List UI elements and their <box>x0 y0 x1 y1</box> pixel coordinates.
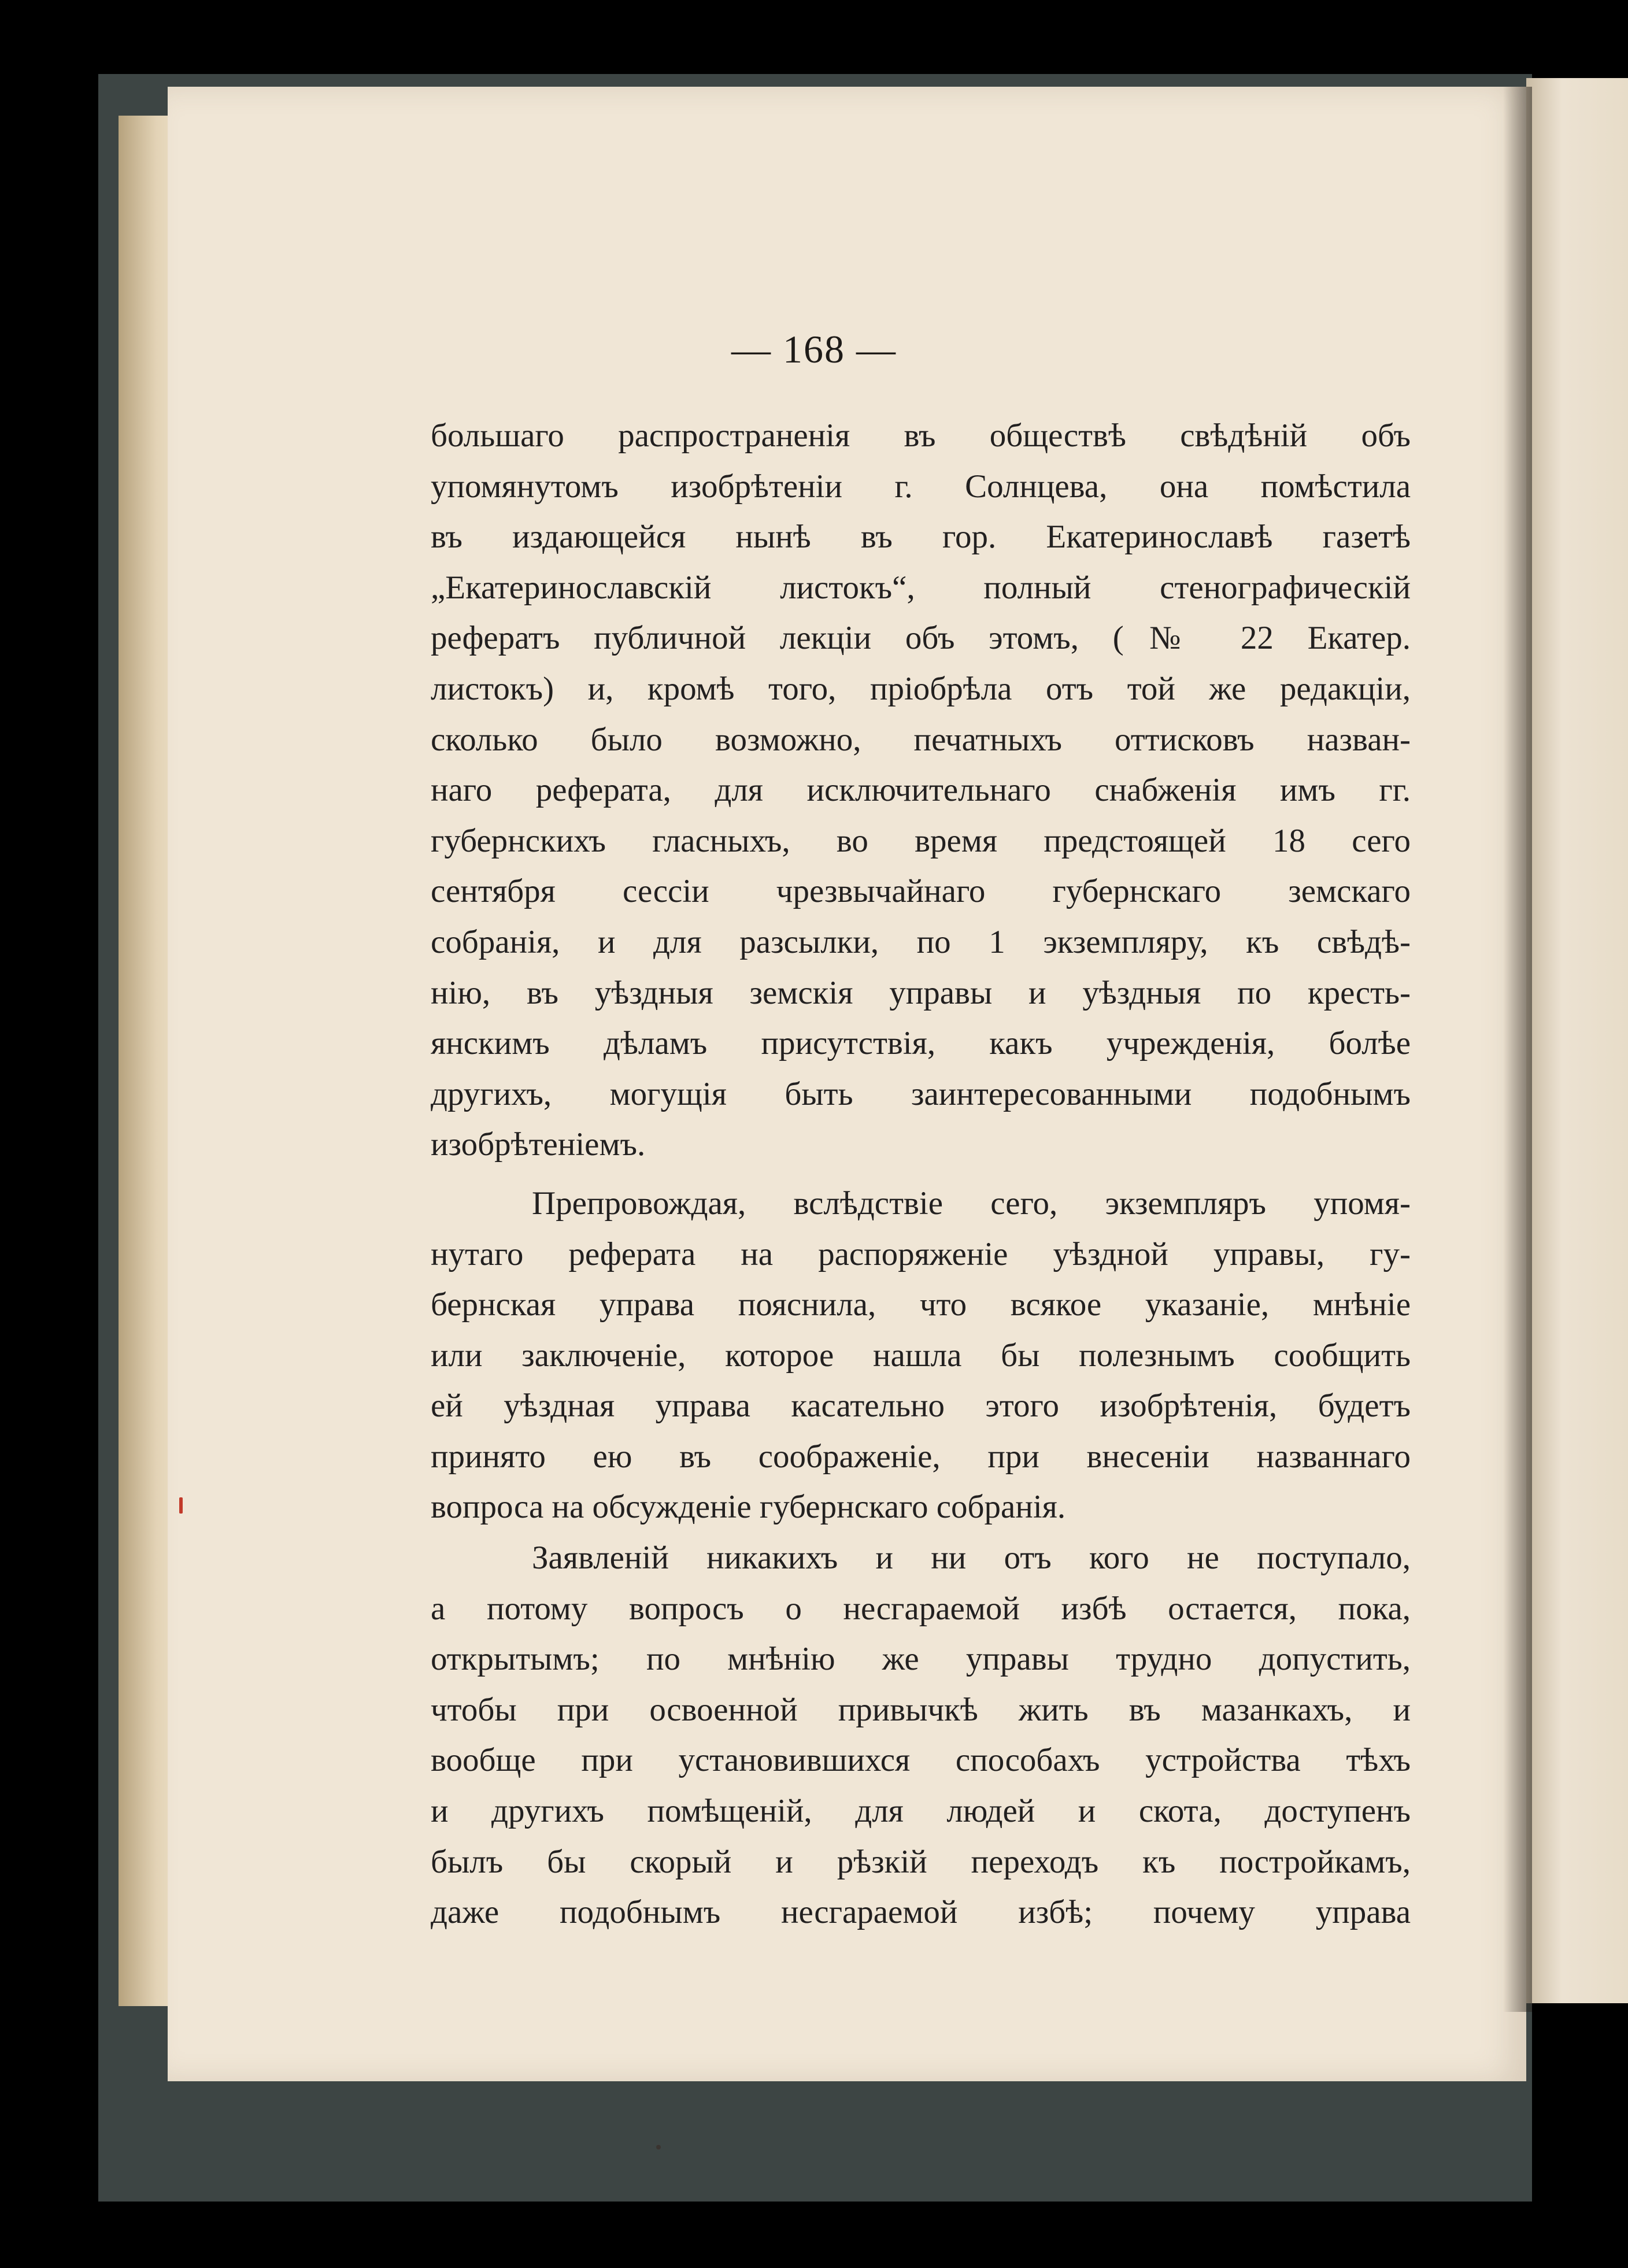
text-line: большаго распространенія въ обществѣ свѣдѣній объ <box>431 417 1411 454</box>
paper-speck <box>656 2145 661 2149</box>
page-gutter-shadow <box>1503 87 1532 2012</box>
text-line: а потому вопросъ о несгараемой избѣ остается, пока, <box>431 1590 1411 1627</box>
text-line: въ издающейся нынѣ въ гор. Екатеринославѣ газетѣ <box>431 519 1411 556</box>
text-line: рефератъ публичной лекціи объ этомъ, (№ 22 Екатер. <box>431 620 1411 657</box>
text-line: сколько было возможно, печатныхъ оттисковъ назван- <box>431 721 1411 758</box>
text-line: принято ею въ соображеніе, при внесеніи названнаго <box>431 1438 1411 1475</box>
text-line: вообще при установившихся способахъ устройства тѣхъ <box>431 1742 1411 1779</box>
text-line: изобрѣтеніемъ. <box>431 1126 646 1163</box>
paragraph <box>431 1178 1411 1533</box>
margin-pencil-mark <box>179 1497 183 1514</box>
text-line: „Екатеринославскій листокъ“, полный стенографическій <box>431 569 1411 606</box>
text-line: сентября сессіи чрезвычайнаго губернскаго земскаго <box>431 873 1411 910</box>
text-line: упомянутомъ изобрѣтеніи г. Солнцева, она помѣстила <box>431 468 1411 505</box>
text-line: другихъ, могущія быть заинтересованными подобнымъ <box>431 1075 1411 1112</box>
text-line: ей уѣздная управа касательно этого изобрѣтенія, будетъ <box>431 1388 1411 1425</box>
text-line: Заявленій никакихъ и ни отъ кого не поступало, <box>532 1540 1411 1577</box>
text-line: былъ бы скорый и рѣзкій переходъ къ постройкамъ, <box>431 1843 1411 1880</box>
text-line: нію, въ уѣздныя земскія управы и уѣздныя по кресть- <box>431 974 1411 1011</box>
text-line: вопроса на обсужденіе губернскаго собранія. <box>431 1489 1066 1526</box>
text-line: даже подобнымъ несгараемой избѣ; почему управа <box>431 1894 1411 1931</box>
text-line: янскимъ дѣламъ присутствія, какъ учрежденія, болѣе <box>431 1025 1411 1062</box>
text-line: или заключеніе, которое нашла бы полезнымъ сообщить <box>431 1337 1411 1374</box>
paragraph <box>431 410 1411 1170</box>
text-line: наго реферата, для исключительнаго снабженія имъ гг. <box>431 772 1411 809</box>
text-line: открытымъ; по мнѣнію же управы трудно допустить, <box>431 1641 1411 1678</box>
page-number: — 168 — <box>731 327 897 371</box>
text-line: чтобы при освоенной привычкѣ жить въ мазанкахъ, и <box>431 1691 1411 1728</box>
text-line: Препровождая, вслѣдствіе сего, экземпляръ упомя- <box>532 1185 1411 1222</box>
text-line: и другихъ помѣщеній, для людей и скота, доступенъ <box>431 1793 1411 1830</box>
page-body-text <box>431 410 1411 1938</box>
text-line: губернскихъ гласныхъ, во время предстоящей 18 сего <box>431 822 1411 859</box>
text-line: листокъ) и, кромѣ того, пріобрѣла отъ той же редакціи, <box>431 670 1411 707</box>
text-line: бернская управа пояснила, что всякое указаніе, мнѣніе <box>431 1286 1411 1323</box>
paragraph <box>431 1533 1411 1938</box>
text-line: нутаго реферата на распоряженіе уѣздной управы, гу- <box>431 1235 1411 1272</box>
text-line: собранія, и для разсылки, по 1 экземпляру, къ свѣдѣ- <box>431 923 1411 960</box>
